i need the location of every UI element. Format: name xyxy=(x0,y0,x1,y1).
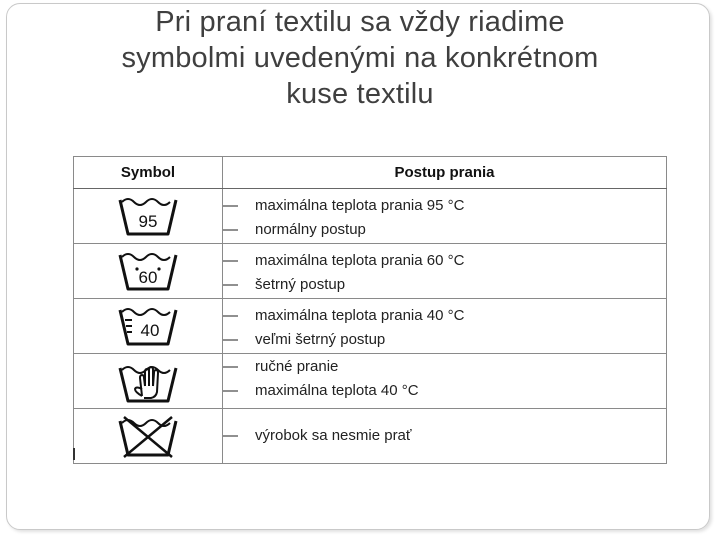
dash: — xyxy=(223,426,238,444)
wash-tub-95-icon xyxy=(118,194,178,238)
procedure-line xyxy=(223,303,666,327)
procedure-text: ručné pranie xyxy=(255,357,339,375)
table-row xyxy=(74,409,667,464)
procedure-text: maximálna teplota prania 60 °C xyxy=(255,251,465,269)
table-edge-shadow xyxy=(73,448,75,460)
procedure-line xyxy=(223,248,666,272)
symbol-cell xyxy=(74,299,223,354)
table-header-row xyxy=(74,157,667,189)
symbol-cell xyxy=(74,244,223,299)
dash: — xyxy=(223,196,238,214)
header-symbol: Symbol xyxy=(74,157,223,189)
slide-title xyxy=(20,4,700,112)
procedure-cell xyxy=(223,189,667,244)
title-line-1: Pri praní textilu sa vždy riadime xyxy=(155,6,565,38)
procedure-text: normálny postup xyxy=(255,220,366,238)
wash-tub-40-icon xyxy=(118,304,178,348)
do-not-wash-icon xyxy=(118,413,178,459)
procedure-line xyxy=(223,272,666,296)
hand-wash-icon xyxy=(118,358,178,404)
procedure-cell xyxy=(223,299,667,354)
dash: — xyxy=(223,357,238,375)
procedure-line xyxy=(223,327,666,351)
procedure-cell xyxy=(223,354,667,409)
procedure-text: výrobok sa nesmie prať xyxy=(255,426,412,444)
procedure-line xyxy=(223,378,666,402)
procedure-text: maximálna teplota 40 °C xyxy=(255,381,419,399)
procedure-cell xyxy=(223,244,667,299)
dash: — xyxy=(223,220,238,238)
table-row xyxy=(74,244,667,299)
dash: — xyxy=(223,275,238,293)
dash: — xyxy=(223,251,238,269)
symbol-cell xyxy=(74,354,223,409)
tub-temperature-label: 40 xyxy=(140,321,160,340)
header-procedure: Postup prania xyxy=(223,157,667,189)
table-row xyxy=(74,354,667,409)
procedure-line xyxy=(223,354,666,378)
symbol-cell xyxy=(74,189,223,244)
dash: — xyxy=(223,306,238,324)
symbol-cell xyxy=(74,409,223,464)
table-row xyxy=(74,189,667,244)
dash: — xyxy=(223,381,238,399)
procedure-text: maximálna teplota prania 95 °C xyxy=(255,196,465,214)
procedure-text: maximálna teplota prania 40 °C xyxy=(255,306,465,324)
procedure-cell xyxy=(223,409,667,464)
table-row xyxy=(74,299,667,354)
procedure-line xyxy=(223,217,666,241)
procedure-text: veľmi šetrný postup xyxy=(255,330,386,348)
title-line-2: symbolmi uvedenými na konkrétnom xyxy=(121,42,599,74)
procedure-line xyxy=(223,423,666,447)
procedure-text: šetrný postup xyxy=(255,275,346,293)
title-line-3: kuse textilu xyxy=(286,78,434,110)
tub-temperature-label: 60 xyxy=(138,268,158,287)
dash: — xyxy=(223,330,238,348)
wash-tub-60-icon xyxy=(118,249,178,293)
procedure-line xyxy=(223,193,666,217)
tub-temperature-label: 95 xyxy=(138,212,158,231)
washing-symbols-table xyxy=(73,156,667,464)
